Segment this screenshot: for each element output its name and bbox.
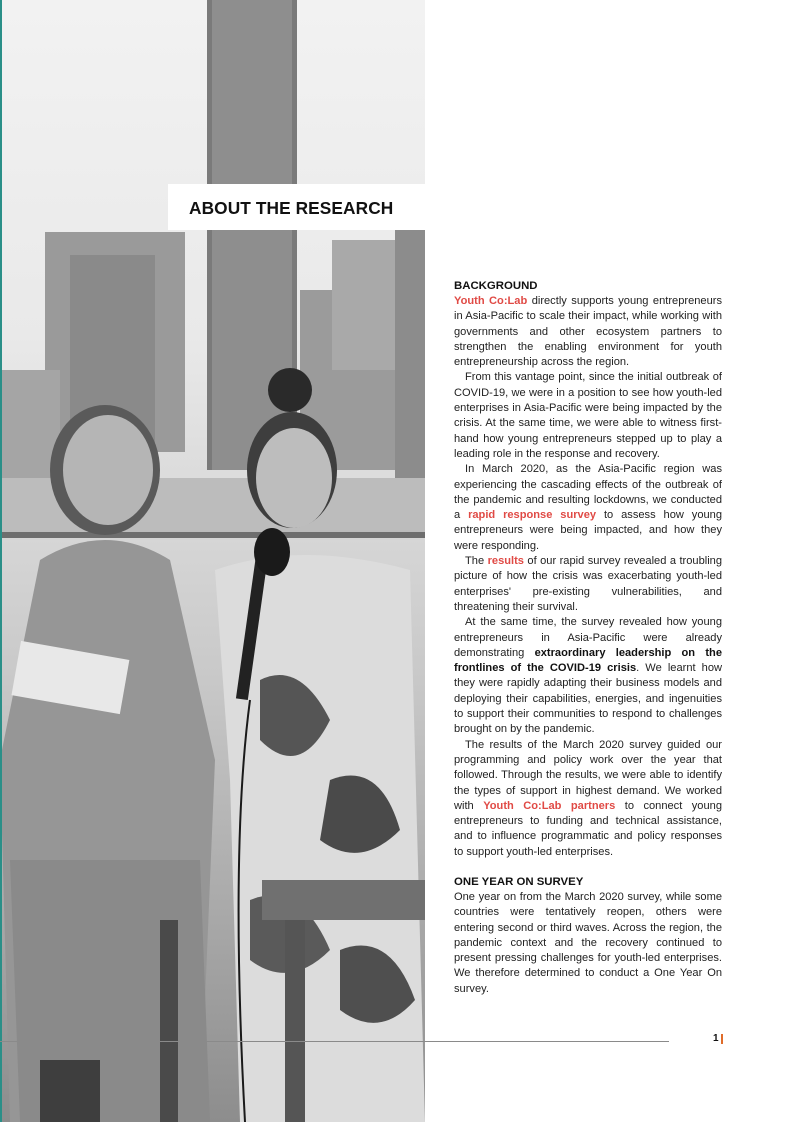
page-number: 1 — [713, 1033, 719, 1044]
rapid-response-survey-link[interactable]: rapid response survey — [468, 509, 597, 522]
background-paragraph-3 — [454, 462, 722, 554]
p6-after: to connect young entrepreneurs to funding and technical assistance, and to influence programmatic and policy responses to support youth-led enterprises. — [454, 799, 722, 858]
p5-before: At the same time, the survey revealed how young entrepreneurs in Asia-Pacific were already demonstrating — [454, 616, 722, 659]
p5-after: . We learnt how they were rapidly adapting their business models and deploying their capabilities, energies, and ingenuities to support their communities to respond to challenges brought on by the pandemic. — [454, 662, 723, 736]
background-heading: BACKGROUND — [454, 280, 538, 292]
p5-bold: extraordinary leadership on the frontlines of the COVID-19 crisis — [454, 646, 722, 675]
text-column — [454, 279, 722, 997]
one-year-paragraph-1: One year on from the March 2020 survey, while some countries were tentatively reopen, others were entering second or third waves. Across the region, the pandemic context and the recovery continued to present pressing challenges for youth-led enterprises. We therefore determined to conduct a One Year On survey. — [454, 890, 722, 995]
background-paragraph-5 — [454, 615, 722, 737]
youth-colab-link[interactable]: Youth Co:Lab — [454, 295, 528, 307]
background-paragraph-2: From this vantage point, since the initial outbreak of COVID-19, we were in a position to see how youth-led enterprises in Asia-Pacific were being impacted by the crisis. At the same time, we were able to witness first-hand how young entrepreneurs stepped up to play a leading role in the response and recovery. — [454, 371, 722, 460]
youth-colab-partners-link[interactable]: Youth Co:Lab partners — [483, 799, 616, 812]
one-year-heading: ONE YEAR ON SURVEY — [454, 875, 584, 888]
background-p1-text: directly supports young entrepreneurs in Asia-Pacific to scale their impact, while working with governments and other ecosystem partners to strengthen the enabling environment for youth entrepreneurship across the region. — [454, 295, 722, 369]
section-title-band — [168, 184, 425, 230]
p4-before: The — [465, 555, 488, 568]
results-link[interactable]: results — [487, 555, 524, 568]
footer-rule — [0, 1041, 669, 1042]
p6-before: The results of the March 2020 survey guided our programming and policy work over the year that followed. Through the results, we were able to identify the types of support in highest demand. We worked with — [454, 738, 722, 812]
p4-after: of our rapid survey revealed a troubling picture of how the crisis was exacerbating youth-led enterprises' pre-existing vulnerabilities, and threatening their survival. — [454, 555, 723, 613]
background-paragraph-6 — [454, 738, 722, 860]
edge-accent-line — [0, 0, 2, 1122]
background-paragraph-1 — [454, 294, 722, 370]
p3-after: to assess how young entrepreneurs were being impacted, and how they were responding. — [454, 509, 722, 552]
background-paragraph-4 — [454, 554, 722, 615]
section-title: ABOUT THE RESEARCH — [189, 198, 394, 218]
page-number-bar — [721, 1034, 723, 1044]
p3-before: In March 2020, as the Asia-Pacific region was experiencing the cascading effects of the outbreak of the pandemic and resulting lockdowns, we conducted a — [454, 463, 722, 522]
